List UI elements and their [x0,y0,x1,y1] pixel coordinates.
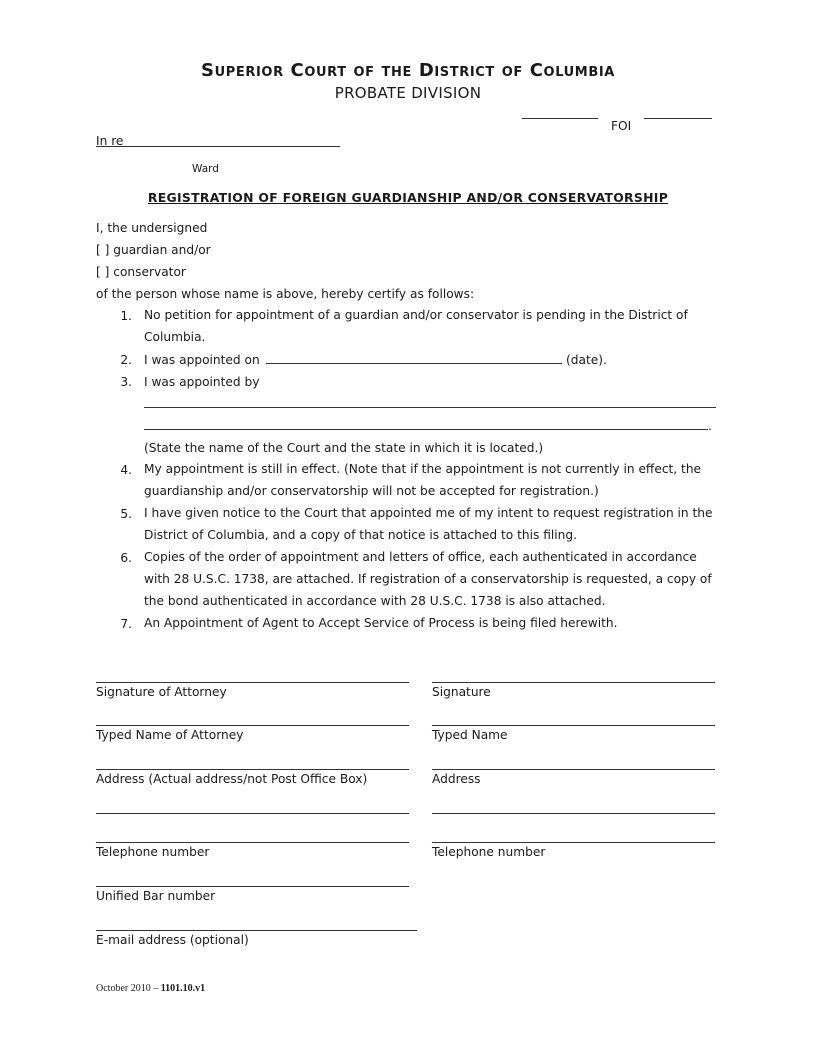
conservator-checkbox[interactable]: [ ] conservator [96,265,186,279]
case-number-field[interactable] [522,118,598,119]
item-2-date-label: (date). [566,353,607,367]
address-label: Address [432,772,481,786]
attorney-telephone-field[interactable] [96,842,409,843]
attorney-signature-label: Signature of Attorney [96,685,227,699]
item-7-text: An Appointment of Agent to Accept Service of Process is being filed herewith. [144,616,618,630]
attorney-address-field[interactable] [96,769,409,770]
attorney-typed-name-field[interactable] [96,725,409,726]
unified-bar-number-label: Unified Bar number [96,889,216,903]
attorney-signature-field[interactable] [96,682,409,683]
unified-bar-number-field[interactable] [96,886,409,887]
court-title: Superior Court of the District of Columbia [201,60,615,81]
typed-name-label: Typed Name [432,728,508,742]
intro-undersigned: I, the undersigned [96,221,208,235]
address-field[interactable] [432,769,715,770]
item-2-number: 2. [120,353,132,367]
item-5-number: 5. [120,507,132,521]
footer-form-number: 1101.10.v1 [160,983,206,994]
item-4-number: 4. [120,463,132,477]
signature-label: Signature [432,685,491,699]
attorney-telephone-label: Telephone number [96,845,210,859]
attorney-typed-name-label: Typed Name of Attorney [96,728,244,742]
item-1-text: No petition for appointment of a guardian and/or conservator is pending in the District of Columbia. [144,308,688,344]
attorney-address-field-2[interactable] [96,813,409,814]
ward-label: Ward [192,163,219,175]
certify-statement: of the person whose name is above, hereby certify as follows: [96,287,475,301]
form-title: REGISTRATION OF FOREIGN GUARDIANSHIP AND/OR CONSERVATORSHIP [147,190,669,205]
footer-form-id [96,983,205,994]
item-3-note: (State the name of the Court and the state in which it is located.) [144,441,544,455]
division-title: PROBATE DIVISION [334,84,482,102]
ward-name-field[interactable] [96,146,340,147]
email-field[interactable] [96,930,417,931]
signature-field[interactable] [432,682,715,683]
item-4-text: My appointment is still in effect. (Note that if the appointment is not currently in effect, the guardianship and/or conservatorship will not be accepted for registration.) [144,462,702,498]
telephone-label: Telephone number [432,845,546,859]
typed-name-field[interactable] [432,725,715,726]
email-label: E-mail address (optional) [96,933,249,947]
address-field-2[interactable] [432,813,715,814]
foi-field[interactable] [644,118,712,119]
footer-date: October 2010 – [96,983,159,994]
telephone-field[interactable] [432,842,715,843]
foi-label: FOI [611,119,632,133]
appointing-court-field-2[interactable] [144,429,708,430]
appointment-date-field[interactable] [266,363,562,364]
item-6-text: Copies of the order of appointment and letters of office, each authenticated in accordance with 28 U.S.C. 1738, are attached. If registration of a conservatorship is requested, a copy of the bond authenticated in accordance with 28 U.S.C. 1738 is also attached. [144,550,712,608]
item-1-number: 1. [120,309,132,323]
item-7-number: 7. [120,617,132,631]
item-5-text: I have given notice to the Court that appointed me of my intent to request registration in the District of Columbia, and a copy of that notice is attached to this filing. [144,506,713,542]
item-6-number: 6. [120,551,132,565]
item-3-period: . [708,419,712,433]
item-3-text: I was appointed by [144,375,260,389]
guardian-checkbox[interactable]: [ ] guardian and/or [96,243,211,257]
in-re-label: In re [96,134,124,148]
attorney-address-label: Address (Actual address/not Post Office Box) [96,772,368,786]
appointing-court-field-1[interactable] [144,407,716,408]
item-2-text: I was appointed on [144,353,260,367]
item-3-number: 3. [120,375,132,389]
